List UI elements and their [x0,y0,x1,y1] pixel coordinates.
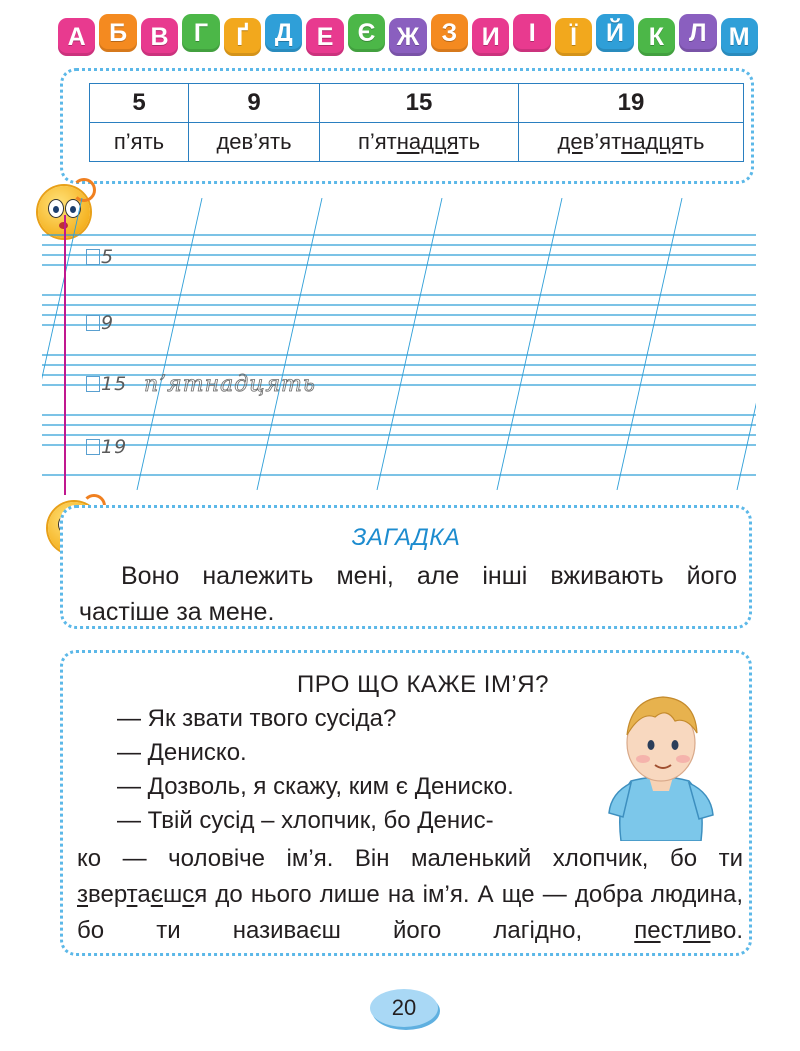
numbers-box [60,68,754,184]
alphabet-letter: Л [679,14,716,52]
digit-cell: 15 [320,84,519,123]
boy-illustration [591,681,731,841]
alphabet-letter: И [472,18,509,56]
alphabet-letter: Ж [389,18,426,56]
alphabet-letter: Ї [555,18,592,56]
dialogue-line: — Дениско. [117,739,247,766]
dialogue-line: — Як звати твого сусіда? [117,705,397,732]
riddle-text: Воно належить мені, але інші вживають його частіше за мене. [79,562,737,626]
word-cell: дев’ять [189,123,320,162]
digit-cell: 9 [189,84,320,123]
writing-row: 5 [86,246,114,268]
writing-lines [42,198,756,490]
word-cell: дев’ятнадцять [519,123,744,162]
traced-word: п’ятнадцять [144,372,316,397]
dialogue-line: — Дозволь, я скажу, ким є Дениско. [117,773,514,800]
story-paragraph: ко — чоловіче ім’я. Він маленький хлопчик, бо ти звертаєшся до нього лише на ім’я. А ще — добра людина, бо ти називаєш його лагідно, пестливо. [77,845,743,944]
alphabet-letter: Г [182,14,219,52]
writing-row: 9 [86,312,114,334]
digit-cell: 19 [519,84,744,123]
alphabet-letter: І [513,14,550,52]
writing-row: 15 [86,373,127,395]
alphabet-letter: В [141,18,178,56]
alphabet-strip [58,14,758,58]
story-title: ПРО ЩО КАЖЕ ІМ’Я? [297,671,549,698]
alphabet-letter: Ґ [224,18,261,56]
page-number: 20 [370,989,438,1027]
alphabet-letter: Й [596,14,633,52]
word-cell: п’ять [90,123,189,162]
dialogue-line: — Твій сусід – хлопчик, бо Денис- [117,807,494,834]
word-cell: п’ятнадцять [320,123,519,162]
riddle-title: ЗАГАДКА [351,524,461,551]
numbers-table [89,83,744,162]
alphabet-letter: Б [99,14,136,52]
riddle-box [60,505,752,629]
digit-cell: 5 [90,84,189,123]
writing-row: 19 [86,436,127,458]
alphabet-letter: Д [265,14,302,52]
alphabet-letter: М [721,18,758,56]
alphabet-letter: Є [348,14,385,52]
margin-line [64,215,66,495]
alphabet-letter: Е [306,18,343,56]
alphabet-letter: А [58,18,95,56]
alphabet-letter: З [431,14,468,52]
alphabet-letter: К [638,18,675,56]
story-box [60,650,752,956]
